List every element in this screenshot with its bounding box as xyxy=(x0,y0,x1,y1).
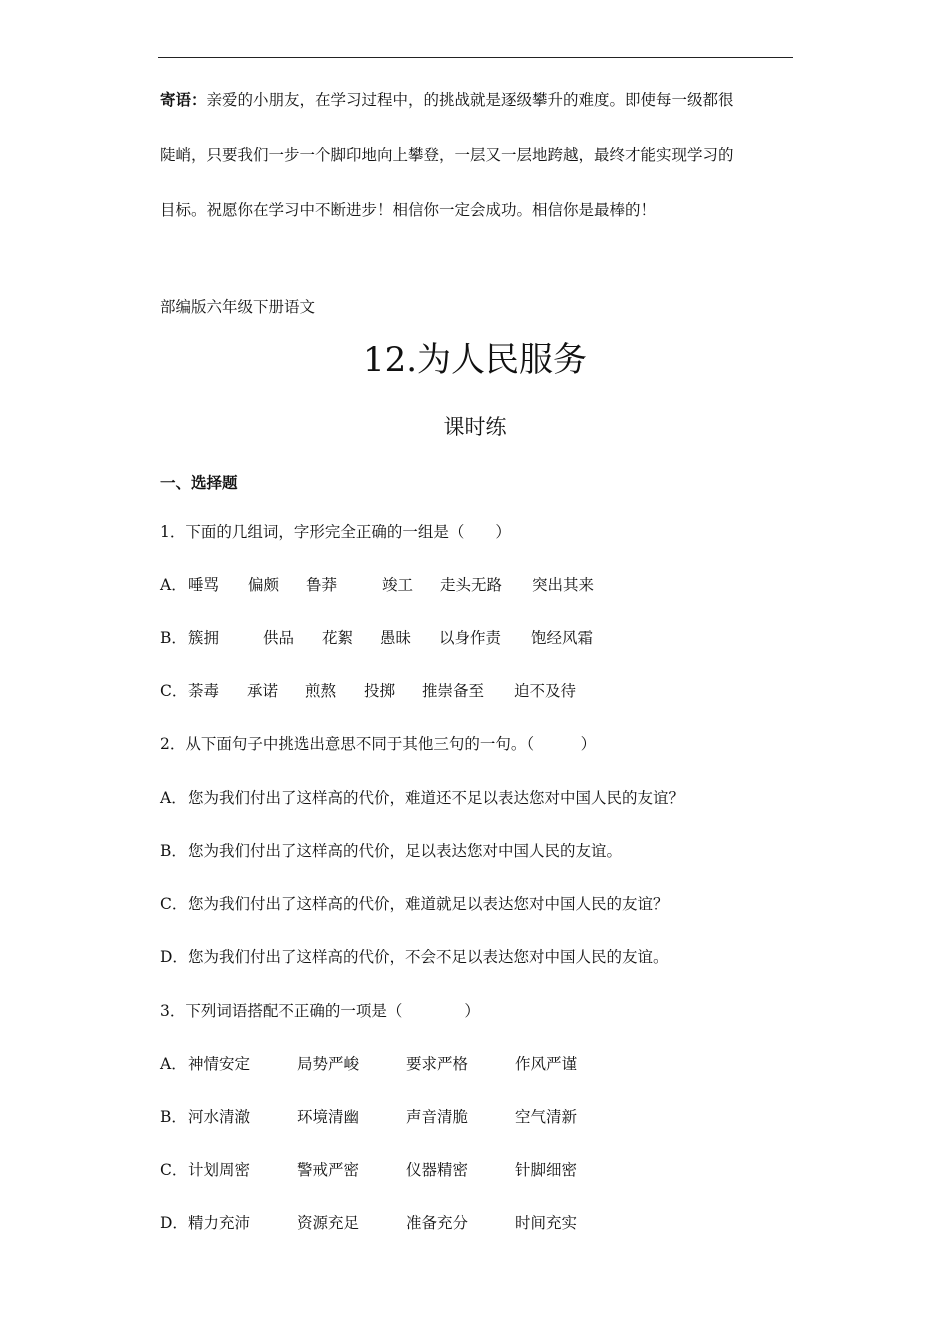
section-heading: 一、选择题 xyxy=(160,473,238,492)
option-letter: B． xyxy=(160,1108,187,1126)
option-word: 计划周密 xyxy=(188,1161,251,1179)
page-title: 12.为人民服务 xyxy=(362,340,588,380)
option-word: 作风严谨 xyxy=(515,1055,578,1073)
question-1-stem: 1．下面的几组词，字形完全正确的一组是（ ） xyxy=(160,523,511,541)
option-word: 饱经风霜 xyxy=(531,629,594,647)
message-label: 寄语： xyxy=(160,90,207,109)
option-word: 荼毒 xyxy=(188,682,220,700)
option-word: 资源充足 xyxy=(297,1214,360,1232)
option-letter: D． xyxy=(160,948,188,966)
message-line-1 xyxy=(160,90,734,110)
option-letter: D． xyxy=(160,1214,188,1232)
option-word: 警戒严密 xyxy=(297,1161,360,1179)
message-line-2: 陡峭，只要我们一步一个脚印地向上攀登，一层又一层地跨越，最终才能实现学习的 xyxy=(160,146,734,164)
option-word: 突出其来 xyxy=(532,576,595,594)
option-letter: C． xyxy=(160,1161,188,1179)
course-label: 部编版六年级下册语文 xyxy=(160,298,316,316)
option-text: 您为我们付出了这样高的代价，难道就足以表达您对中国人民的友谊？ xyxy=(188,895,669,913)
option-word: 偏颇 xyxy=(248,576,280,594)
option-word: 时间充实 xyxy=(515,1214,578,1232)
option-word: 以身作责 xyxy=(439,629,502,647)
option-word: 河水清澈 xyxy=(188,1108,251,1126)
message-text-1: 亲爱的小朋友，在学习过程中，的挑战就是逐级攀升的难度。即使每一级都很 xyxy=(206,91,734,109)
option-word: 推崇备至 xyxy=(422,682,485,700)
option-text: 您为我们付出了这样高的代价，难道还不足以表达您对中国人民的友谊？ xyxy=(188,789,685,807)
option-word: 准备充分 xyxy=(406,1214,469,1232)
option-letter: A． xyxy=(160,789,187,807)
option-letter: C． xyxy=(160,895,188,913)
option-letter: A． xyxy=(160,1055,187,1073)
page-subtitle: 课时练 xyxy=(443,415,507,439)
message-line-3: 目标。祝愿你在学习中不断进步！相信你一定会成功。相信你是最棒的！ xyxy=(160,201,657,219)
option-word: 针脚细密 xyxy=(515,1161,578,1179)
option-word: 簇拥 xyxy=(188,629,220,647)
option-word: 唾骂 xyxy=(188,576,220,594)
option-word: 神情安定 xyxy=(188,1055,251,1073)
option-word: 承诺 xyxy=(247,682,279,700)
option-word: 仪器精密 xyxy=(406,1161,469,1179)
header-rule xyxy=(158,57,793,58)
option-word: 花絮 xyxy=(322,629,354,647)
option-word: 要求严格 xyxy=(406,1055,469,1073)
option-word: 煎熬 xyxy=(305,682,337,700)
option-text: 您为我们付出了这样高的代价，足以表达您对中国人民的友谊。 xyxy=(188,842,623,860)
option-word: 竣工 xyxy=(382,576,414,594)
option-letter: B． xyxy=(160,842,187,860)
option-letter: B． xyxy=(160,629,187,647)
question-2-stem: 2．从下面句子中挑选出意思不同于其他三句的一句。（ ） xyxy=(160,735,597,753)
option-letter: A． xyxy=(160,576,187,594)
option-letter: C． xyxy=(160,682,188,700)
option-word: 空气清新 xyxy=(515,1108,578,1126)
option-word: 愚昧 xyxy=(380,629,412,647)
option-word: 鲁莽 xyxy=(306,576,338,594)
option-word: 局势严峻 xyxy=(297,1055,360,1073)
option-word: 走头无路 xyxy=(440,576,503,594)
option-word: 环境清幽 xyxy=(297,1108,360,1126)
option-word: 投掷 xyxy=(364,682,396,700)
option-word: 声音清脆 xyxy=(406,1108,469,1126)
option-word: 供品 xyxy=(263,629,295,647)
question-3-stem: 3．下列词语搭配不正确的一项是（ ） xyxy=(160,1002,480,1020)
option-word: 精力充沛 xyxy=(188,1214,251,1232)
option-word: 迫不及待 xyxy=(514,682,577,700)
option-text: 您为我们付出了这样高的代价，不会不足以表达您对中国人民的友谊。 xyxy=(188,948,669,966)
